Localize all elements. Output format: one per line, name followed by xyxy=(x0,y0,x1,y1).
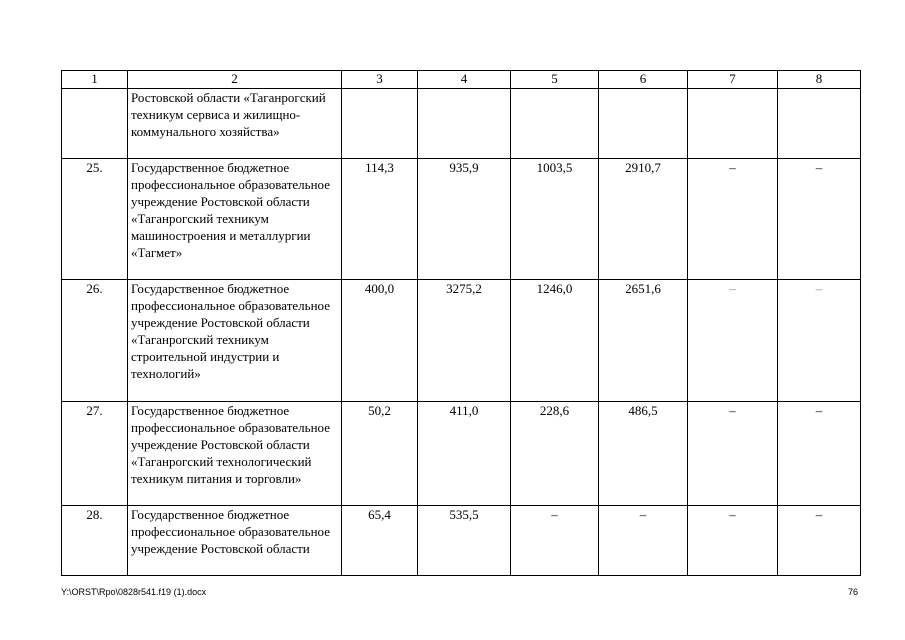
table-row xyxy=(62,402,861,506)
value-cell: – xyxy=(778,159,861,280)
value-cell: – xyxy=(688,159,778,280)
value-cell: – xyxy=(688,402,778,506)
data-table xyxy=(61,70,861,576)
table-row xyxy=(62,280,861,402)
value-cell: – xyxy=(599,506,688,576)
value-cell: 535,5 xyxy=(418,506,511,576)
value-cell: – xyxy=(511,506,599,576)
row-number: 27. xyxy=(62,402,128,506)
value-cell: 114,3 xyxy=(342,159,418,280)
column-header: 5 xyxy=(511,71,599,89)
value-cell: 400,0 xyxy=(342,280,418,402)
value-cell xyxy=(599,89,688,159)
value-cell: – xyxy=(778,280,861,402)
column-header: 1 xyxy=(62,71,128,89)
value-cell xyxy=(342,89,418,159)
row-number xyxy=(62,89,128,159)
column-header: 3 xyxy=(342,71,418,89)
value-cell: 50,2 xyxy=(342,402,418,506)
table-row xyxy=(62,89,861,159)
value-cell: 935,9 xyxy=(418,159,511,280)
institution-name: Государственное бюджетное профессиональное образовательное учреждение Ростовской области «Таганрогский техникум машиностроения и металлургии «Тагмет» xyxy=(128,159,342,280)
value-cell: 411,0 xyxy=(418,402,511,506)
institution-name: Государственное бюджетное профессиональное образовательное учреждение Ростовской области «Таганрогский техникум строительной индустрии и технологий» xyxy=(128,280,342,402)
table-row xyxy=(62,159,861,280)
value-cell: 1003,5 xyxy=(511,159,599,280)
institution-name: Государственное бюджетное профессиональное образовательное учреждение Ростовской области «Таганрогский технологический техникум питания и торговли» xyxy=(128,402,342,506)
column-header: 2 xyxy=(128,71,342,89)
footer-file-path: Y:\ORST\Rpo\0828r541.f19 (1).docx xyxy=(61,587,207,597)
row-number: 25. xyxy=(62,159,128,280)
value-cell xyxy=(688,89,778,159)
value-cell: – xyxy=(778,402,861,506)
header-row xyxy=(62,71,861,89)
value-cell: 65,4 xyxy=(342,506,418,576)
value-cell: 2651,6 xyxy=(599,280,688,402)
value-cell xyxy=(418,89,511,159)
row-number: 28. xyxy=(62,506,128,576)
page-number: 76 xyxy=(847,587,858,597)
value-cell xyxy=(778,89,861,159)
table-row xyxy=(62,506,861,576)
value-cell: 228,6 xyxy=(511,402,599,506)
column-header: 7 xyxy=(688,71,778,89)
column-header: 4 xyxy=(418,71,511,89)
value-cell: 486,5 xyxy=(599,402,688,506)
value-cell: 3275,2 xyxy=(418,280,511,402)
value-cell: – xyxy=(778,506,861,576)
value-cell: 1246,0 xyxy=(511,280,599,402)
row-number: 26. xyxy=(62,280,128,402)
column-header: 8 xyxy=(778,71,861,89)
value-cell xyxy=(511,89,599,159)
value-cell: – xyxy=(688,280,778,402)
institution-name: Ростовской области «Таганрогский техникум сервиса и жилищно-коммунального хозяйства» xyxy=(128,89,342,159)
institution-name: Государственное бюджетное профессиональное образовательное учреждение Ростовской области xyxy=(128,506,342,576)
value-cell: – xyxy=(688,506,778,576)
column-header: 6 xyxy=(599,71,688,89)
value-cell: 2910,7 xyxy=(599,159,688,280)
